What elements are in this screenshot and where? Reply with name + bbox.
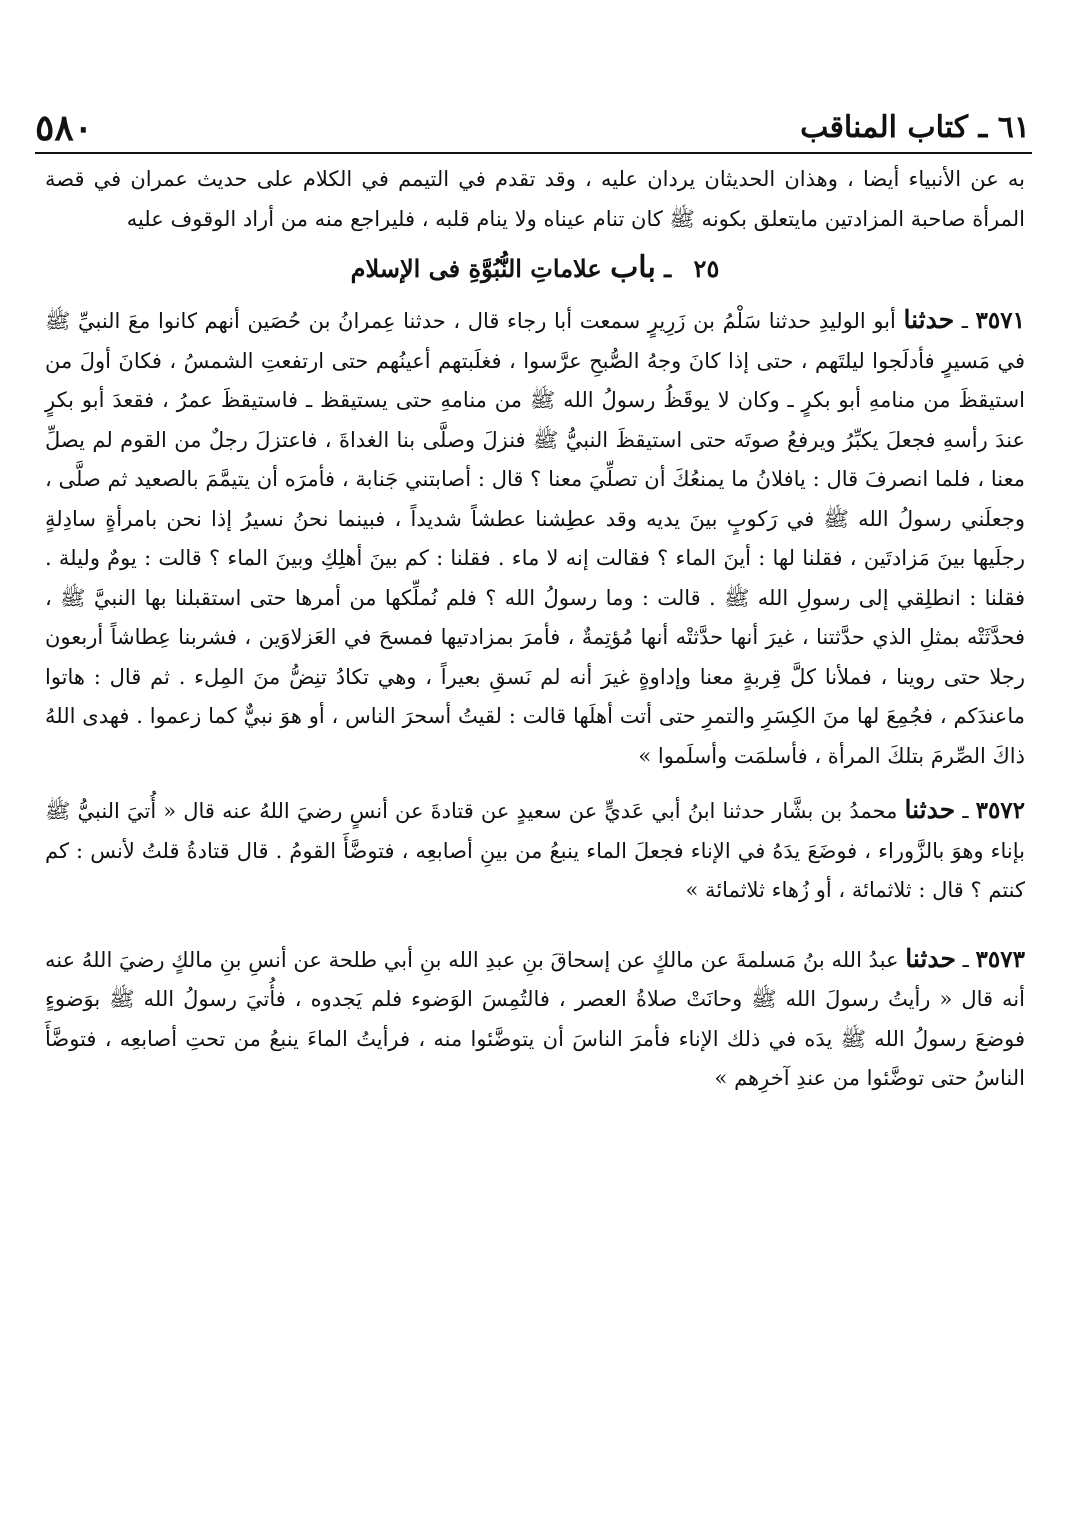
chapter-number: ٢٥ — [693, 254, 720, 283]
hadith-text: محمدُ بن بشَّار حدثنا ابنُ أبي عَديٍّ عن سعيدٍ عن قتادةَ عن أنسٍ رضيَ اللهُ عنه قال « أُتيَ النبيُّ ﷺ بإناء وهوَ بالزَّوراء ، فوضَعَ يدَهُ في الإناء فجعلَ الماء ينبعُ من بينِ أصابعِه ، فتوضَّأَ القومُ . قال قتادةُ قلتُ لأنس : كم كنتم ؟ قال : ثلاثمائة ، أو زُهاء ثلاثمائة » — [45, 799, 1025, 902]
hadith-number: ٣٥٧٢ — [975, 797, 1026, 824]
page-body — [45, 158, 1025, 1099]
chapter-title: علاماتِ النُّبُوَّةِ فى الإسلام — [350, 254, 602, 283]
hadith-text: عبدُ الله بنُ مَسلمةَ عن مالكٍ عن إسحاقَ بنِ عبدِ الله بنِ أبي طلحة عن أنسِ بنِ مالكٍ رضيَ اللهُ عنه أنه قال « رأيتُ رسولَ الله ﷺ وحانَتْ صلاةُ العصر ، فالتُمِسَ الوَضوء فلم يَجدوه ، فأُتيَ رسولُ الله ﷺ بوَضوءٍ فوضعَ رسولُ الله ﷺ يدَه في ذلك الإناء فأمرَ الناسَ أن يتوضَّئوا منه ، فرأيتُ الماءَ ينبعُ من تحتِ أصابعِه ، فتوضَّأَ الناسُ حتى توضَّئوا من عندِ آخرِهم » — [45, 947, 1025, 1090]
hadith-3573 — [45, 939, 1025, 1099]
haddathana-word: حدثنا — [905, 943, 956, 973]
hadith-number: ٣٥٧٣ — [975, 945, 1025, 973]
chapter-heading — [45, 243, 1025, 294]
hadith-dash: ـ — [961, 309, 968, 333]
hadith-3572 — [45, 790, 1025, 911]
intro-commentary: به عن الأنبياء أيضا ، وهذان الحديثان يردان عليه ، وقد تقدم في التيمم في الكلام على حديث عمران في قصة المرأة صاحبة المزادتين مايتعلق بكونه ﷺ كان تنام عيناه ولا ينام قلبه ، فليراجع منه من أراد الوقوف عليه — [45, 167, 1025, 231]
chapter-dash: ـ — [664, 254, 672, 283]
haddathana-word: حدثنا — [903, 305, 955, 334]
page-header — [35, 102, 1030, 150]
book-title: ٦١ ـ كتاب المناقب — [800, 110, 1030, 145]
hadith-text: أبو الوليدِ حدثنا سَلْمُ بن زَرِيرٍ سمعت أبا رجاء قال ، حدثنا عِمرانُ بن حُصَين أنهم كانوا معَ النبيِّ ﷺ في مَسيرٍ فأدلَجوا ليلتَهم ، حتى إذا كانَ وجهُ الصُّبحِ عرَّسوا ، فغلَبتهم أعينُهم حتى ارتفعتِ الشمسُ ، فكانَ أولَ من استيقظَ من منامهِ أبو بكرٍ ـ وكان لا يوقَظُ رسولُ الله ﷺ من منامهِ حتى يستيقظ ـ فاستيقظَ عمرُ ، فقعدَ أبو بكرٍ عندَ رأسهِ فجعلَ يكبِّرُ ويرفعُ صوتَه حتى استيقظَ النبيُّ ﷺ فنزلَ وصلَّى بنا الغداةَ ، فاعتزلَ رجلٌ من القوم لم يصلِّ معنا ، فلما انصرفَ قال : يافلانُ ما يمنعُكَ أن تصلِّيَ معنا ؟ قال : أصابتني جَنابة ، فأمرَه أن يتيمَّمَ بالصعيد ثم صلَّى ، وجعلَني رسولُ الله ﷺ في رَكوبٍ بينَ يديه وقد عطِشنا عطشاً شديداً ، فبينما نحنُ نسيرُ إذا نحن بامرأةٍ سادِلةٍ رجلَيها بينَ مَزادتَين ، فقلنا لها : أينَ الماء ؟ فقالت إنه لا ماء . فقلنا : كم بينَ أهلِكِ وبينَ الماء ؟ قالت : يومٌ وليلة . فقلنا : انطلِقي إلى رسولِ الله ﷺ . قالت : وما رسولُ الله ؟ فلم نُملِّكها من أمرها حتى استقبلنا بها النبيَّ ﷺ ، فحدَّثَتْه بمثلِ الذي حدَّثتنا ، غيرَ أنها حدَّثتْه أنها مُؤتِمةٌ ، فأمرَ بمزادتيها فمسحَ في العَزلاوَين ، فشربنا عِطاشاً أربعون رجلا حتى روينا ، فملأنا كلَّ قِربةٍ معنا وإداوةٍ غيرَ أنه لم نَسقِ بعيراً ، وهي تكادُ تنِضُّ منَ المِلء . ثم قال : هاتوا ماعندَكم ، فجُمِعَ لها منَ الكِسَرِ والتمرِ حتى أتت أهلَها قالت : لقيتُ أسحرَ الناس ، أو هوَ نبيٌّ كما زعموا . فهدى اللهُ ذاكَ الصِّرمَ بتلكَ المرأة ، فأسلمَت وأسلَموا » — [45, 309, 1025, 768]
hadith-number: ٣٥٧١ — [975, 307, 1025, 334]
header-rule — [35, 152, 1032, 154]
page-number: ٥٨٠ — [35, 107, 94, 149]
hadith-dash: ـ — [962, 947, 969, 972]
hadith-dash: ـ — [962, 799, 969, 823]
haddathana-word: حدثنا — [904, 795, 956, 824]
hadith-3571 — [45, 300, 1025, 776]
chapter-word: باب — [610, 250, 656, 285]
